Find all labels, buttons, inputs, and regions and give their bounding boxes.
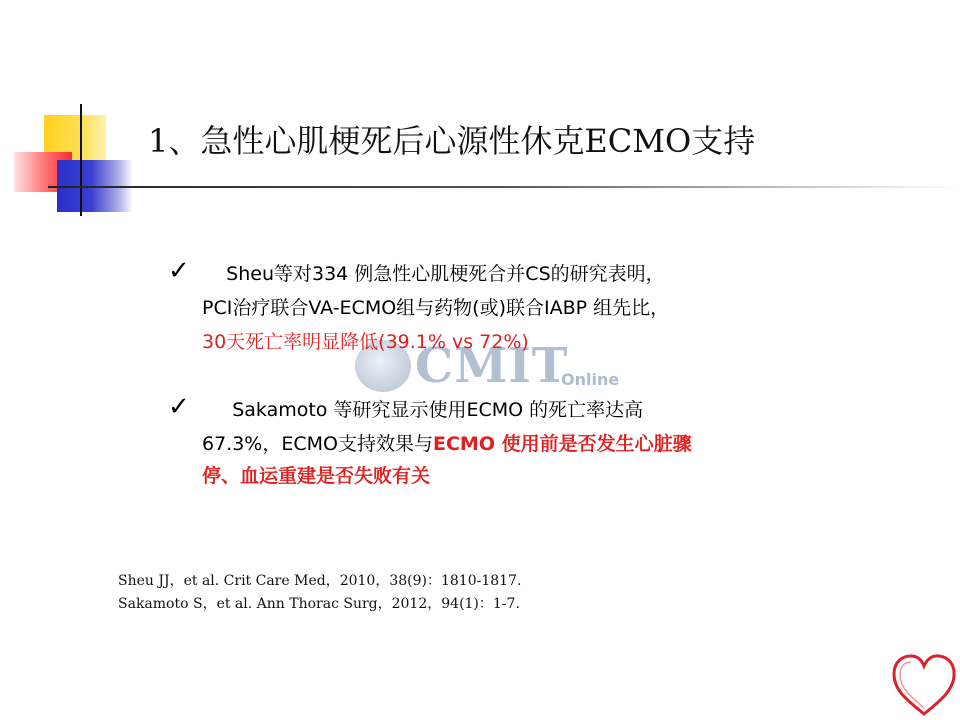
bullet-text-line: PCI治疗联合VA-ECMO组与药物(或)联合IABP 组先比，	[202, 297, 670, 319]
checkmark-icon: ✓	[168, 392, 190, 422]
bullet-text-emphasis: ECMO 使用前是否发生心脏骤	[432, 433, 692, 455]
reference-item: Sheu JJ，et al. Crit Care Med，2010，38(9)：1810-1817.	[118, 573, 522, 589]
slide-title: 1、急性心肌梗死后心源性休克ECMO支持	[148, 122, 756, 160]
references	[118, 570, 521, 616]
bullet-highlight-line: 30天死亡率明显降低(39.1% vs 72%)	[202, 331, 529, 353]
reference-item: Sakamoto S，et al. Ann Thorac Surg，2012，94(1)：1-7.	[118, 596, 520, 612]
checkmark-icon: ✓	[168, 256, 190, 286]
bullet-text-emphasis: 停、血运重建是否失败有关	[202, 465, 431, 487]
bullet-text-normal: 67.3%，ECMO支持效果与	[202, 433, 433, 455]
bullet-text-line: Sheu等对334 例急性心肌梗死合并CS的研究表明，	[202, 263, 665, 285]
bullet-text-line: Sakamoto 等研究显示使用ECMO 的死亡率达高	[202, 399, 644, 421]
watermark-brand: CMIT	[415, 338, 569, 394]
heart-icon	[888, 650, 960, 720]
watermark-suffix: Online	[561, 370, 620, 389]
decor-vertical-line	[80, 104, 82, 216]
title-underline	[48, 186, 960, 188]
bullet-text-line	[202, 428, 692, 460]
